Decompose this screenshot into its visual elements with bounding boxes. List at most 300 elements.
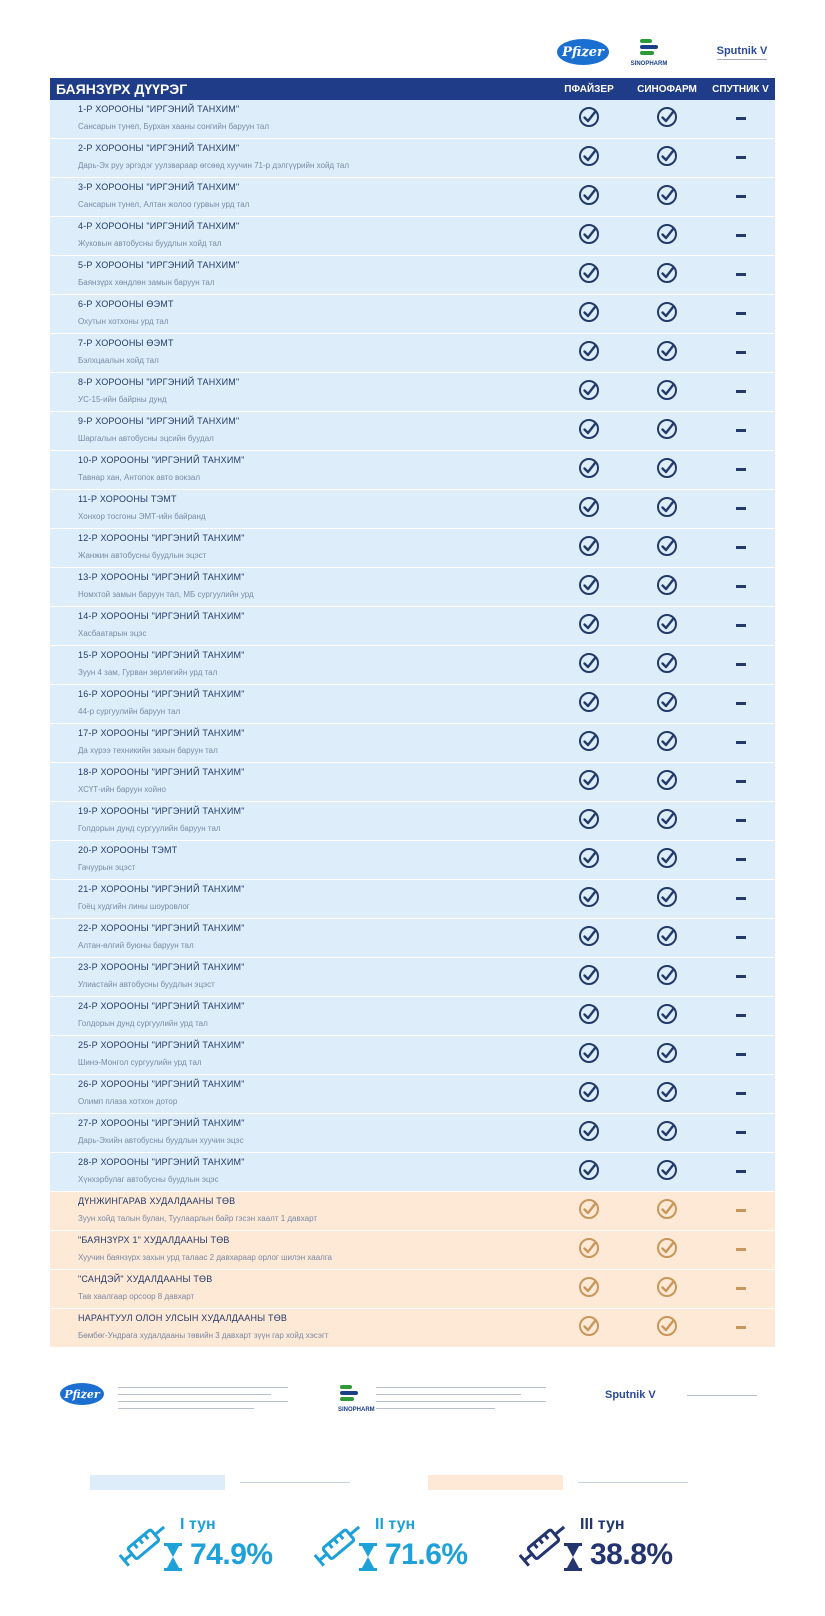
location-name: 10-Р ХОРООНЫ "ИРГЭНИЙ ТАНХИМ" bbox=[78, 455, 245, 465]
check-circle-icon bbox=[578, 1081, 600, 1103]
check-circle-icon bbox=[578, 1159, 600, 1181]
table-row bbox=[50, 1309, 775, 1348]
check-circle-icon bbox=[656, 1159, 678, 1181]
table-row bbox=[50, 334, 775, 373]
sputnik-logo-text: Sputnik V bbox=[716, 44, 768, 57]
location-address: Хүнхэрбулаг автобусны буудлын эцэс bbox=[78, 1175, 219, 1184]
check-circle-icon bbox=[656, 340, 678, 362]
location-name: 9-Р ХОРООНЫ "ИРГЭНИЙ ТАНХИМ" bbox=[78, 416, 240, 426]
hourglass-icon bbox=[357, 1542, 379, 1572]
check-circle-icon bbox=[578, 886, 600, 908]
location-name: "БАЯНЗҮРХ 1" ХУДАЛДААНЫ ТӨВ bbox=[78, 1235, 230, 1245]
pfizer-cell bbox=[550, 1114, 628, 1153]
check-circle-icon bbox=[656, 1198, 678, 1220]
pfizer-cell bbox=[550, 217, 628, 256]
dash-icon bbox=[736, 234, 746, 237]
pfizer-cell bbox=[550, 802, 628, 841]
location-name: 18-Р ХОРООНЫ "ИРГЭНИЙ ТАНХИМ" bbox=[78, 767, 245, 777]
dash-icon bbox=[736, 858, 746, 861]
table-row bbox=[50, 217, 775, 256]
sinopharm-cell bbox=[628, 178, 706, 217]
sinopharm-cell bbox=[628, 139, 706, 178]
location-cell bbox=[50, 568, 550, 607]
check-circle-icon bbox=[578, 301, 600, 323]
location-address: Шаргалын автобусны эцсийн буудал bbox=[78, 434, 214, 443]
dash-icon bbox=[736, 624, 746, 627]
pfizer-cell bbox=[550, 451, 628, 490]
location-cell bbox=[50, 880, 550, 919]
location-address: Гоёц худгийн лины шоуровлог bbox=[78, 902, 190, 911]
sinopharm-note-text bbox=[376, 1381, 546, 1415]
location-name: 19-Р ХОРООНЫ "ИРГЭНИЙ ТАНХИМ" bbox=[78, 806, 245, 816]
location-cell bbox=[50, 763, 550, 802]
check-circle-icon bbox=[578, 184, 600, 206]
sinopharm-cell bbox=[628, 841, 706, 880]
pfizer-cell bbox=[550, 607, 628, 646]
check-circle-icon bbox=[656, 613, 678, 635]
check-circle-icon bbox=[656, 1042, 678, 1064]
location-address: Голдорын дунд сургуулийн урд тал bbox=[78, 1019, 208, 1028]
sputnik-cell bbox=[706, 490, 775, 529]
legend-orange-swatch bbox=[428, 1475, 563, 1490]
col-sinopharm: СИНОФАРМ bbox=[628, 78, 706, 100]
pfizer-cell bbox=[550, 568, 628, 607]
sinopharm-cell bbox=[628, 529, 706, 568]
check-circle-icon bbox=[656, 262, 678, 284]
table-row bbox=[50, 1075, 775, 1114]
pfizer-cell bbox=[550, 256, 628, 295]
pfizer-cell bbox=[550, 1192, 628, 1231]
sputnik-cell bbox=[706, 802, 775, 841]
location-address: Улиастайн автобусны буудлын эцэст bbox=[78, 980, 215, 989]
dash-icon bbox=[736, 312, 746, 315]
location-name: 24-Р ХОРООНЫ "ИРГЭНИЙ ТАНХИМ" bbox=[78, 1001, 245, 1011]
dash-icon bbox=[736, 780, 746, 783]
dash-icon bbox=[736, 1131, 746, 1134]
pfizer-logo bbox=[553, 30, 613, 74]
location-cell bbox=[50, 373, 550, 412]
check-circle-icon bbox=[578, 1276, 600, 1298]
sinopharm-note bbox=[338, 1375, 588, 1435]
pfizer-cell bbox=[550, 412, 628, 451]
table-row bbox=[50, 529, 775, 568]
check-circle-icon bbox=[578, 106, 600, 128]
table-row bbox=[50, 997, 775, 1036]
sputnik-cell bbox=[706, 451, 775, 490]
location-name: ДҮНЖИНГАРАВ ХУДАЛДААНЫ ТӨВ bbox=[78, 1196, 236, 1206]
dash-icon bbox=[736, 1209, 746, 1212]
location-address: Жуковын автобусны буудлын хойд тал bbox=[78, 239, 222, 248]
check-circle-icon bbox=[656, 535, 678, 557]
pfizer-cell bbox=[550, 880, 628, 919]
dose-1 bbox=[110, 1502, 330, 1582]
location-address: Сансарын тунел, Алтан жолоо гурвын урд тал bbox=[78, 200, 250, 209]
pfizer-cell bbox=[550, 1309, 628, 1348]
check-circle-icon bbox=[578, 964, 600, 986]
sinopharm-cell bbox=[628, 412, 706, 451]
sputnik-cell bbox=[706, 139, 775, 178]
location-cell bbox=[50, 256, 550, 295]
table-row bbox=[50, 763, 775, 802]
vaccine-logos bbox=[553, 30, 783, 74]
col-sputnik: СПУТНИК V bbox=[706, 78, 775, 100]
check-circle-icon bbox=[578, 1120, 600, 1142]
check-circle-icon bbox=[656, 925, 678, 947]
table-row bbox=[50, 490, 775, 529]
table-row bbox=[50, 295, 775, 334]
check-circle-icon bbox=[578, 613, 600, 635]
check-circle-icon bbox=[656, 964, 678, 986]
location-cell bbox=[50, 451, 550, 490]
table-row bbox=[50, 802, 775, 841]
sinopharm-cell bbox=[628, 997, 706, 1036]
location-cell bbox=[50, 997, 550, 1036]
location-cell bbox=[50, 841, 550, 880]
sinopharm-cell bbox=[628, 451, 706, 490]
check-circle-icon bbox=[578, 1315, 600, 1337]
check-circle-icon bbox=[656, 1081, 678, 1103]
sinopharm-cell bbox=[628, 1036, 706, 1075]
dose-3-label: III тун bbox=[580, 1516, 625, 1533]
sputnik-cell bbox=[706, 997, 775, 1036]
table-row bbox=[50, 451, 775, 490]
check-circle-icon bbox=[656, 574, 678, 596]
table-row bbox=[50, 607, 775, 646]
pfizer-cell bbox=[550, 1153, 628, 1192]
sinopharm-cell bbox=[628, 958, 706, 997]
hourglass-icon bbox=[562, 1542, 584, 1572]
table-row bbox=[50, 880, 775, 919]
sinopharm-cell bbox=[628, 1153, 706, 1192]
check-circle-icon bbox=[656, 1003, 678, 1025]
check-circle-icon bbox=[656, 886, 678, 908]
sinopharm-cell bbox=[628, 1114, 706, 1153]
check-circle-icon bbox=[656, 457, 678, 479]
table-row bbox=[50, 1114, 775, 1153]
check-circle-icon bbox=[656, 223, 678, 245]
sinopharm-cell bbox=[628, 919, 706, 958]
table-row bbox=[50, 1036, 775, 1075]
location-cell bbox=[50, 802, 550, 841]
table-row bbox=[50, 1153, 775, 1192]
location-cell bbox=[50, 1153, 550, 1192]
check-circle-icon bbox=[578, 652, 600, 674]
dash-icon bbox=[736, 975, 746, 978]
location-address: Номхтой замын баруун тал, МБ сургуулийн урд bbox=[78, 590, 254, 599]
col-pfizer: ПФАЙЗЕР bbox=[550, 78, 628, 100]
sputnik-cell bbox=[706, 1036, 775, 1075]
location-cell bbox=[50, 139, 550, 178]
location-cell bbox=[50, 100, 550, 139]
location-address: Охутын хотхоны урд тал bbox=[78, 317, 169, 326]
location-name: 8-Р ХОРООНЫ "ИРГЭНИЙ ТАНХИМ" bbox=[78, 377, 240, 387]
sputnik-cell bbox=[706, 295, 775, 334]
location-name: 20-Р ХОРООНЫ ТЭМТ bbox=[78, 845, 178, 855]
dash-icon bbox=[736, 1053, 746, 1056]
location-address: Бөмбөг-Ундрага худалдааны төвийн 3 давхарт зүүн гар хойд хэсэгт bbox=[78, 1331, 329, 1340]
sinopharm-cell bbox=[628, 646, 706, 685]
location-address: Тавнар хан, Антопок авто вокзал bbox=[78, 473, 201, 482]
location-address: Тав хаалгаар орсоор 8 давхарт bbox=[78, 1292, 195, 1301]
sinopharm-cell bbox=[628, 1192, 706, 1231]
check-circle-icon bbox=[578, 925, 600, 947]
dash-icon bbox=[736, 546, 746, 549]
location-name: 26-Р ХОРООНЫ "ИРГЭНИЙ ТАНХИМ" bbox=[78, 1079, 245, 1089]
table-row bbox=[50, 568, 775, 607]
sputnik-note-logo: Sputnik V bbox=[605, 1389, 656, 1401]
table-row bbox=[50, 958, 775, 997]
location-address: Жанжин автобусны буудлын эцэст bbox=[78, 551, 207, 560]
pfizer-cell bbox=[550, 1231, 628, 1270]
sputnik-cell bbox=[706, 919, 775, 958]
vaccine-notes bbox=[60, 1375, 780, 1435]
legend bbox=[90, 1475, 790, 1495]
dash-icon bbox=[736, 702, 746, 705]
location-cell bbox=[50, 295, 550, 334]
check-circle-icon bbox=[578, 691, 600, 713]
location-name: 2-Р ХОРООНЫ "ИРГЭНИЙ ТАНХИМ" bbox=[78, 143, 240, 153]
sinopharm-note-logo-text: SINOPHARM bbox=[338, 1407, 375, 1413]
sputnik-cell bbox=[706, 334, 775, 373]
sinopharm-cell bbox=[628, 607, 706, 646]
dash-icon bbox=[736, 195, 746, 198]
dash-icon bbox=[736, 351, 746, 354]
location-name: 25-Р ХОРООНЫ "ИРГЭНИЙ ТАНХИМ" bbox=[78, 1040, 245, 1050]
table-row bbox=[50, 178, 775, 217]
sputnik-cell bbox=[706, 880, 775, 919]
pfizer-cell bbox=[550, 178, 628, 217]
sinopharm-cell bbox=[628, 1270, 706, 1309]
table-row bbox=[50, 646, 775, 685]
location-cell bbox=[50, 1231, 550, 1270]
location-cell bbox=[50, 724, 550, 763]
pfizer-cell bbox=[550, 139, 628, 178]
table-row bbox=[50, 256, 775, 295]
table-body bbox=[50, 100, 775, 1348]
location-address: Хуучин баянзүрх захын урд талаас 2 давхараар орлог шилэн хаалга bbox=[78, 1253, 333, 1262]
location-cell bbox=[50, 607, 550, 646]
check-circle-icon bbox=[656, 1276, 678, 1298]
check-circle-icon bbox=[656, 418, 678, 440]
location-name: НАРАНТУУЛ ОЛОН УЛСЫН ХУДАЛДААНЫ ТӨВ bbox=[78, 1313, 288, 1323]
location-address: Да хүрээ техникийн захын баруун тал bbox=[78, 746, 218, 755]
location-name: 17-Р ХОРООНЫ "ИРГЭНИЙ ТАНХИМ" bbox=[78, 728, 245, 738]
sinopharm-cell bbox=[628, 685, 706, 724]
location-name: 3-Р ХОРООНЫ "ИРГЭНИЙ ТАНХИМ" bbox=[78, 182, 240, 192]
location-address: 44-р сургуулийн баруун тал bbox=[78, 707, 181, 716]
pfizer-cell bbox=[550, 919, 628, 958]
table-row bbox=[50, 139, 775, 178]
check-circle-icon bbox=[578, 457, 600, 479]
dash-icon bbox=[736, 273, 746, 276]
sputnik-cell bbox=[706, 724, 775, 763]
pfizer-cell bbox=[550, 490, 628, 529]
pfizer-logo-text: Pfizer bbox=[557, 39, 609, 65]
dose-2-label: II тун bbox=[375, 1516, 416, 1533]
location-cell bbox=[50, 1075, 550, 1114]
location-cell bbox=[50, 1036, 550, 1075]
location-name: 27-Р ХОРООНЫ "ИРГЭНИЙ ТАНХИМ" bbox=[78, 1118, 245, 1128]
table-header-row bbox=[50, 78, 775, 100]
sinopharm-cell bbox=[628, 1231, 706, 1270]
sputnik-cell bbox=[706, 1309, 775, 1348]
sputnik-cell bbox=[706, 217, 775, 256]
sinopharm-cell bbox=[628, 568, 706, 607]
sputnik-cell bbox=[706, 178, 775, 217]
table-row bbox=[50, 1231, 775, 1270]
location-name: 21-Р ХОРООНЫ "ИРГЭНИЙ ТАНХИМ" bbox=[78, 884, 245, 894]
sinopharm-logo-text: SINOPHARM bbox=[630, 61, 668, 67]
check-circle-icon bbox=[578, 847, 600, 869]
table-row bbox=[50, 841, 775, 880]
legend-blue-swatch bbox=[90, 1475, 225, 1490]
sinopharm-note-mark-icon bbox=[338, 1383, 360, 1405]
location-cell bbox=[50, 685, 550, 724]
sputnik-cell bbox=[706, 646, 775, 685]
location-cell bbox=[50, 529, 550, 568]
location-name: "САНДЭЙ" ХУДАЛДААНЫ ТӨВ bbox=[78, 1274, 213, 1284]
check-circle-icon bbox=[578, 535, 600, 557]
location-name: 5-Р ХОРООНЫ "ИРГЭНИЙ ТАНХИМ" bbox=[78, 260, 240, 270]
check-circle-icon bbox=[656, 730, 678, 752]
dash-icon bbox=[736, 1287, 746, 1290]
check-circle-icon bbox=[578, 808, 600, 830]
pfizer-cell bbox=[550, 1036, 628, 1075]
location-cell bbox=[50, 490, 550, 529]
location-cell bbox=[50, 1309, 550, 1348]
location-cell bbox=[50, 919, 550, 958]
sputnik-cell bbox=[706, 1270, 775, 1309]
location-cell bbox=[50, 646, 550, 685]
location-cell bbox=[50, 178, 550, 217]
location-address: Бэлхцаалын хойд тал bbox=[78, 356, 159, 365]
pfizer-cell bbox=[550, 646, 628, 685]
check-circle-icon bbox=[578, 1237, 600, 1259]
check-circle-icon bbox=[656, 769, 678, 791]
pfizer-cell bbox=[550, 958, 628, 997]
sinopharm-cell bbox=[628, 802, 706, 841]
dash-icon bbox=[736, 819, 746, 822]
sputnik-cell bbox=[706, 841, 775, 880]
sinopharm-cell bbox=[628, 763, 706, 802]
sputnik-note bbox=[605, 1375, 780, 1435]
location-name: 7-Р ХОРООНЫ ӨЭМТ bbox=[78, 338, 174, 348]
table-row bbox=[50, 373, 775, 412]
pfizer-cell bbox=[550, 685, 628, 724]
sinopharm-mark-icon bbox=[638, 37, 660, 59]
location-address: Зуун хойд талын булан, Туулаарлын байр гэсэн хаалт 1 давхарт bbox=[78, 1214, 318, 1223]
dash-icon bbox=[736, 897, 746, 900]
check-circle-icon bbox=[656, 808, 678, 830]
dash-icon bbox=[736, 117, 746, 120]
sinopharm-cell bbox=[628, 295, 706, 334]
sputnik-cell bbox=[706, 1075, 775, 1114]
sputnik-cell bbox=[706, 568, 775, 607]
legend-orange-text bbox=[578, 1482, 688, 1483]
dash-icon bbox=[736, 741, 746, 744]
dash-icon bbox=[736, 429, 746, 432]
sputnik-cell bbox=[706, 373, 775, 412]
sinopharm-cell bbox=[628, 334, 706, 373]
check-circle-icon bbox=[578, 730, 600, 752]
location-address: УС-15-ийн байрны дунд bbox=[78, 395, 167, 404]
dose-3-value: 38.8% bbox=[590, 1538, 673, 1571]
hourglass-icon bbox=[162, 1542, 184, 1572]
sinopharm-cell bbox=[628, 724, 706, 763]
district-title: БАЯНЗҮРХ ДҮҮРЭГ bbox=[50, 78, 550, 100]
sinopharm-logo bbox=[625, 30, 673, 74]
sinopharm-cell bbox=[628, 217, 706, 256]
check-circle-icon bbox=[656, 847, 678, 869]
dash-icon bbox=[736, 390, 746, 393]
sinopharm-cell bbox=[628, 100, 706, 139]
check-circle-icon bbox=[578, 1003, 600, 1025]
dose-2 bbox=[305, 1502, 525, 1582]
dash-icon bbox=[736, 507, 746, 510]
dash-icon bbox=[736, 1170, 746, 1173]
check-circle-icon bbox=[656, 145, 678, 167]
location-cell bbox=[50, 958, 550, 997]
location-address: Хасбаатарын эцэс bbox=[78, 629, 147, 638]
check-circle-icon bbox=[578, 262, 600, 284]
location-address: ХСҮТ-ийн баруун хойно bbox=[78, 785, 166, 794]
sputnik-logo bbox=[701, 30, 783, 74]
check-circle-icon bbox=[578, 769, 600, 791]
location-name: 15-Р ХОРООНЫ "ИРГЭНИЙ ТАНХИМ" bbox=[78, 650, 245, 660]
sputnik-cell bbox=[706, 685, 775, 724]
check-circle-icon bbox=[578, 145, 600, 167]
dash-icon bbox=[736, 1092, 746, 1095]
pfizer-cell bbox=[550, 100, 628, 139]
hourglass-shape bbox=[164, 1543, 182, 1571]
check-circle-icon bbox=[578, 1198, 600, 1220]
pfizer-note-logo: Pfizer bbox=[60, 1383, 104, 1405]
check-circle-icon bbox=[656, 301, 678, 323]
pfizer-cell bbox=[550, 1270, 628, 1309]
location-address: Дарь-Эхийн автобусны буудлын хуучин эцэс bbox=[78, 1136, 244, 1145]
dash-icon bbox=[736, 936, 746, 939]
location-name: 11-Р ХОРООНЫ ТЭМТ bbox=[78, 494, 177, 504]
sputnik-cell bbox=[706, 529, 775, 568]
location-name: 13-Р ХОРООНЫ "ИРГЭНИЙ ТАНХИМ" bbox=[78, 572, 245, 582]
table-row bbox=[50, 1270, 775, 1309]
check-circle-icon bbox=[656, 1120, 678, 1142]
check-circle-icon bbox=[578, 379, 600, 401]
location-cell bbox=[50, 1192, 550, 1231]
check-circle-icon bbox=[578, 418, 600, 440]
pfizer-cell bbox=[550, 997, 628, 1036]
location-name: 22-Р ХОРООНЫ "ИРГЭНИЙ ТАНХИМ" bbox=[78, 923, 245, 933]
check-circle-icon bbox=[656, 184, 678, 206]
sputnik-logo-line bbox=[717, 59, 767, 60]
location-name: 23-Р ХОРООНЫ "ИРГЭНИЙ ТАНХИМ" bbox=[78, 962, 245, 972]
table-row bbox=[50, 1192, 775, 1231]
sinopharm-cell bbox=[628, 1075, 706, 1114]
table-row bbox=[50, 100, 775, 139]
pfizer-cell bbox=[550, 529, 628, 568]
sputnik-cell bbox=[706, 958, 775, 997]
check-circle-icon bbox=[578, 496, 600, 518]
sputnik-note-text bbox=[687, 1389, 757, 1402]
check-circle-icon bbox=[578, 574, 600, 596]
check-circle-icon bbox=[578, 340, 600, 362]
sputnik-cell bbox=[706, 607, 775, 646]
location-cell bbox=[50, 1270, 550, 1309]
location-address: Алтан-өлгий буюны баруун тал bbox=[78, 941, 194, 950]
pfizer-cell bbox=[550, 841, 628, 880]
dash-icon bbox=[736, 663, 746, 666]
location-cell bbox=[50, 412, 550, 451]
